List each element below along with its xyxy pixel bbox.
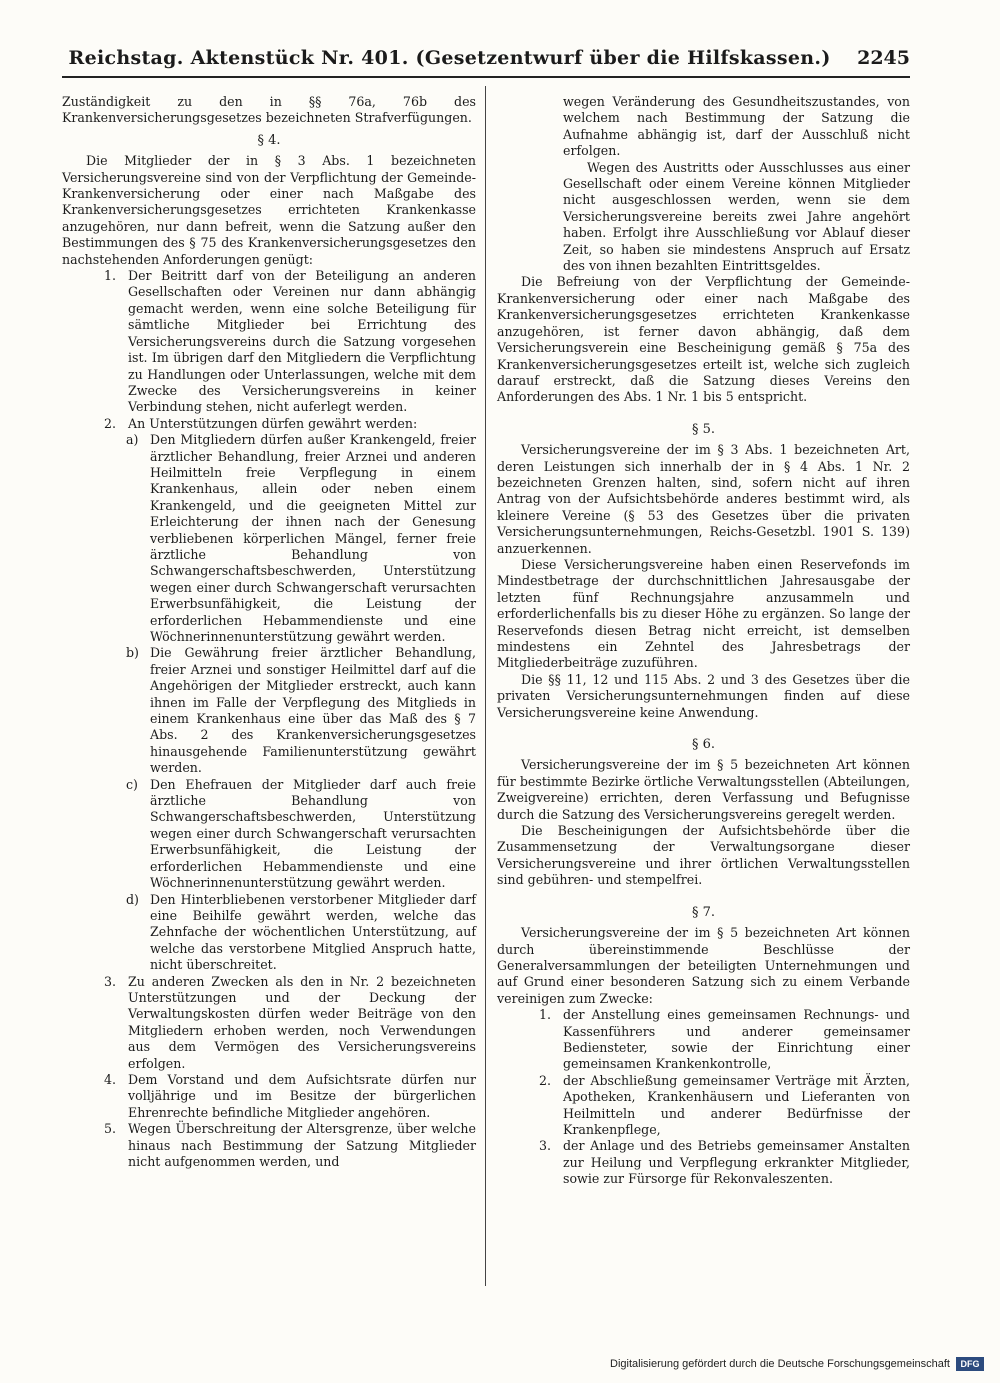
list-text: An Unterstützungen dürfen gewährt werden: <box>128 415 418 431</box>
list-text: Der Beitritt darf von der Beteiligung an anderen Gesellschaften oder Vereinen nur dann abhängig gemacht werden, wenn eine solche Beteiligung für sämtliche Mitglieder bei Errichtung des Versicherungsvereins durch die Satzung vorgesehen ist. Im übrigen darf den Mitgliedern die Verpflichtung zu Handlungen oder Unterlassungen, welche mit dem Zwecke des Versicherungsvereins in keiner Verbindung stehen, nicht auferlegt werden. <box>128 268 476 415</box>
subitem-text: Den Ehefrauen der Mitglieder darf auch freie ärztliche Behandlung von Schwangerschaftsbeschwerden, Unterstützung wegen einer durch Schwangerschaft verursachten Erwerbsunfähigkeit, die Leistung der erforderlichen Hebammendienste und eine Wöchnerinnenunterstützung gewährt werden. <box>150 776 476 891</box>
subitem-label: d) <box>126 891 139 907</box>
paragraph: Versicherungsvereine der im § 5 bezeichneten Art können durch übereinstimmende Beschlüsse der Generalversammlungen der beteiligten Unternehmungen und auf Grund einer besonderen Satzung sich zu einem Verbande vereinigen zum Zwecke: <box>497 925 910 1006</box>
list-subitem <box>62 645 476 776</box>
paragraph: wegen Veränderung des Gesundheitszustandes, von welchem nach Bestimmung der Satzung die Aufnahme abhängig ist, darf der Ausschluß nicht erfolgen. <box>563 94 910 159</box>
list-number: 1. <box>539 1007 552 1023</box>
section-heading: § 7. <box>691 904 716 920</box>
list-item <box>497 1007 910 1073</box>
paragraph: Wegen des Austritts oder Ausschlusses aus einer Gesellschaft oder einem Vereine können Mitglieder nicht ausgeschlossen werden, wenn sie dem Versicherungsvereine bereits zwei Jahre angehört haben. Erfolgt ihre Ausschließung vor Ablauf dieser Zeit, so haben sie mindestens Anspruch auf Ersatz des von ihnen bezahlten Eintrittsgeldes. <box>563 159 910 274</box>
list-item <box>62 416 476 432</box>
subitem-text: Den Hinterbliebenen verstorbener Mitglieder darf eine Beihilfe gewährt werden, welche das Zehnfache der wöchentlichen Unterstützung, auf welche das verstorbene Mitglied Anspruch hatte, nicht überschreitet. <box>150 891 476 973</box>
list-subitem <box>62 892 476 974</box>
list-number: 2. <box>539 1072 552 1088</box>
list-item <box>62 1121 476 1170</box>
list-text: Zu anderen Zwecken als den in Nr. 2 bezeichneten Unterstützungen und der Deckung der Verwaltungskosten dürfen weder Beiträge von den Mitgliedern erhoben werden, noch Verwendungen aus dem Vermögen des Versicherungsvereins erfolgen. <box>128 973 476 1071</box>
list-item <box>497 1138 910 1187</box>
list-number: 4. <box>104 1071 117 1087</box>
paragraph: Versicherungsvereine der im § 5 bezeichneten Art können für bestimmte Bezirke örtliche Verwaltungsstellen (Abteilungen, Zweigvereine) errichten, deren Verfassung und Befugnisse durch die Satzung des Versicherungsvereins geregelt werden. <box>497 757 910 822</box>
paragraph: Zuständigkeit zu den in §§ 76a, 76b des Krankenversicherungsgesetzes bezeichneten Strafverfügungen. <box>62 94 476 126</box>
section-heading: § 4. <box>257 132 281 148</box>
subitem-label: a) <box>126 432 139 448</box>
section-heading: § 5. <box>691 421 716 437</box>
list-item <box>497 1073 910 1139</box>
list-subitem <box>62 777 476 892</box>
list-number: 3. <box>104 973 117 989</box>
list-text: der Anstellung eines gemeinsamen Rechnungs- und Kassenführers und anderer gemeinsamer Bediensteter, sowie der Einrichtung einer gemeinsamen Krankenkontrolle, <box>563 1007 910 1072</box>
list-text: Dem Vorstand und dem Aufsichtsrate dürfen nur volljährige und im Besitze der bürgerlichen Ehrenrechte befindliche Mitglieder angehören. <box>128 1071 476 1120</box>
list-number: 1. <box>104 268 117 284</box>
list-item <box>62 1072 476 1121</box>
page-header <box>62 40 910 78</box>
right-column <box>497 94 910 1188</box>
list-text: der Abschließung gemeinsamer Verträge mit Ärzten, Apotheken, Krankenhäusern und Lieferanten von Heilmitteln und anderer Bedürfnisse der Krankenpflege, <box>563 1072 910 1137</box>
paragraph: Die Mitglieder der in § 3 Abs. 1 bezeichneten Versicherungsvereine sind von der Verpflichtung der Gemeinde-Krankenversicherung oder einer nach Maßgabe des Krankenversicherungsgesetzes errichteten Krankenkasse anzugehören, nur dann befreit, wenn die Satzung außer den Bestimmungen des § 75 des Krankenversicherungsgesetzes den nachstehenden Anforderungen genügt: <box>62 153 476 267</box>
subitem-text: Den Mitgliedern dürfen außer Krankengeld, freier ärztlicher Behandlung, freier Arznei und anderen Heilmitteln freie Verpflegung in einem Krankenhaus, allein oder neben einem Krankengeld, und die geeigneten Mittel zur Erleichterung der ihnen nach der Genesung verbliebenen körperlichen Mängel, ferner freie ärztliche Behandlung von Schwangerschaftsbeschwerden, Unterstützung wegen einer durch Schwangerschaft verursachten Erwerbsunfähigkeit, die Leistung der erforderlichen Hebammendienste und eine Wöchnerinnenunterstützung gewährt werden. <box>150 432 476 644</box>
paragraph: Diese Versicherungsvereine haben einen Reservefonds im Mindestbetrage der durchschnittlichen Jahresausgabe der letzten fünf Rechnungsjahre anzusammeln und erforderlichenfalls bis zu dieser Höhe zu ergänzen. So lange der Reservefonds diesen Betrag nicht erreicht, ist demselben mindestens ein Zehntel des Jahresbetrags der Mitgliederbeiträge zuzuführen. <box>497 556 910 671</box>
paragraph: Die Bescheinigungen der Aufsichtsbehörde über die Zusammensetzung der Verwaltungsorgane dieser Versicherungsvereine und ihrer örtlichen Verwaltungsstellen sind gebühren- und stempelfrei. <box>497 823 910 888</box>
subitem-label: b) <box>126 645 139 661</box>
paragraph: Die §§ 11, 12 und 115 Abs. 2 und 3 des Gesetzes über die privaten Versicherungsunternehmungen finden auf diese Versicherungsvereine keine Anwendung. <box>497 671 910 720</box>
list-item <box>62 974 476 1072</box>
list-subitem <box>62 432 476 645</box>
credit-text: Digitalisierung gefördert durch die Deutsche Forschungsgemeinschaft <box>610 1358 950 1370</box>
digitization-credit <box>610 1357 984 1371</box>
paragraph: Versicherungsvereine der im § 3 Abs. 1 bezeichneten Art, deren Leistungen sich innerhalb der in § 4 Abs. 1 Nr. 2 bezeichneten Grenzen halten, sind, sofern nicht auf ihren Antrag von der Aufsichtsbehörde anderes bestimmt wird, als kleinere Vereine (§ 53 des Gesetzes über die privaten Versicherungsunternehmungen, Reichs-Gesetzbl. 1901 S. 139) anzuerkennen. <box>497 442 910 556</box>
list-text: Wegen Überschreitung der Altersgrenze, über welche hinaus nach Bestimmung der Satzung Mitglieder nicht aufgenommen werden, und <box>128 1121 476 1169</box>
column-divider <box>485 86 486 1286</box>
page-number: 2245 <box>857 47 910 69</box>
list-number: 3. <box>539 1138 552 1154</box>
list-number: 2. <box>104 415 117 431</box>
running-title: Reichstag. Aktenstück Nr. 401. (Gesetzentwurf über die Hilfskassen.) <box>68 47 831 69</box>
section-heading: § 6. <box>691 737 716 753</box>
dfg-logo: DFG <box>956 1357 984 1371</box>
list-text: der Anlage und des Betriebs gemeinsamer Anstalten zur Heilung und Verpflegung erkrankter Mitglieder, sowie zur Fürsorge für Rekonvaleszenten. <box>563 1138 910 1187</box>
list-number: 5. <box>104 1121 117 1137</box>
left-column <box>62 94 476 1170</box>
subitem-label: c) <box>126 776 138 792</box>
paragraph: Die Befreiung von der Verpflichtung der Gemeinde-Krankenversicherung oder einer nach Maßgabe des Krankenversicherungsgesetzes errichteten Krankenkasse anzugehören, ist ferner davon abhängig, daß dem Versicherungsverein eine Bescheinigung gemäß § 75a des Krankenversicherungsgesetzes erteilt ist, welche sich zugleich darauf erstreckt, daß die Satzung dieses Vereins den Anforderungen des Abs. 1 Nr. 1 bis 5 entspricht. <box>497 274 910 405</box>
list-item <box>62 268 476 416</box>
subitem-text: Die Gewährung freier ärztlicher Behandlung, freier Arznei und sonstiger Heilmittel darf auf die Angehörigen der Mitglieder erstreckt, auch kann ihnen im Falle der Verpflegung des Mitglieds in einem Krankenhaus eine über das Maß des § 7 Abs. 2 des Krankenversicherungsgesetzes hinausgehende Familienunterstützung gewährt werden. <box>150 645 476 776</box>
